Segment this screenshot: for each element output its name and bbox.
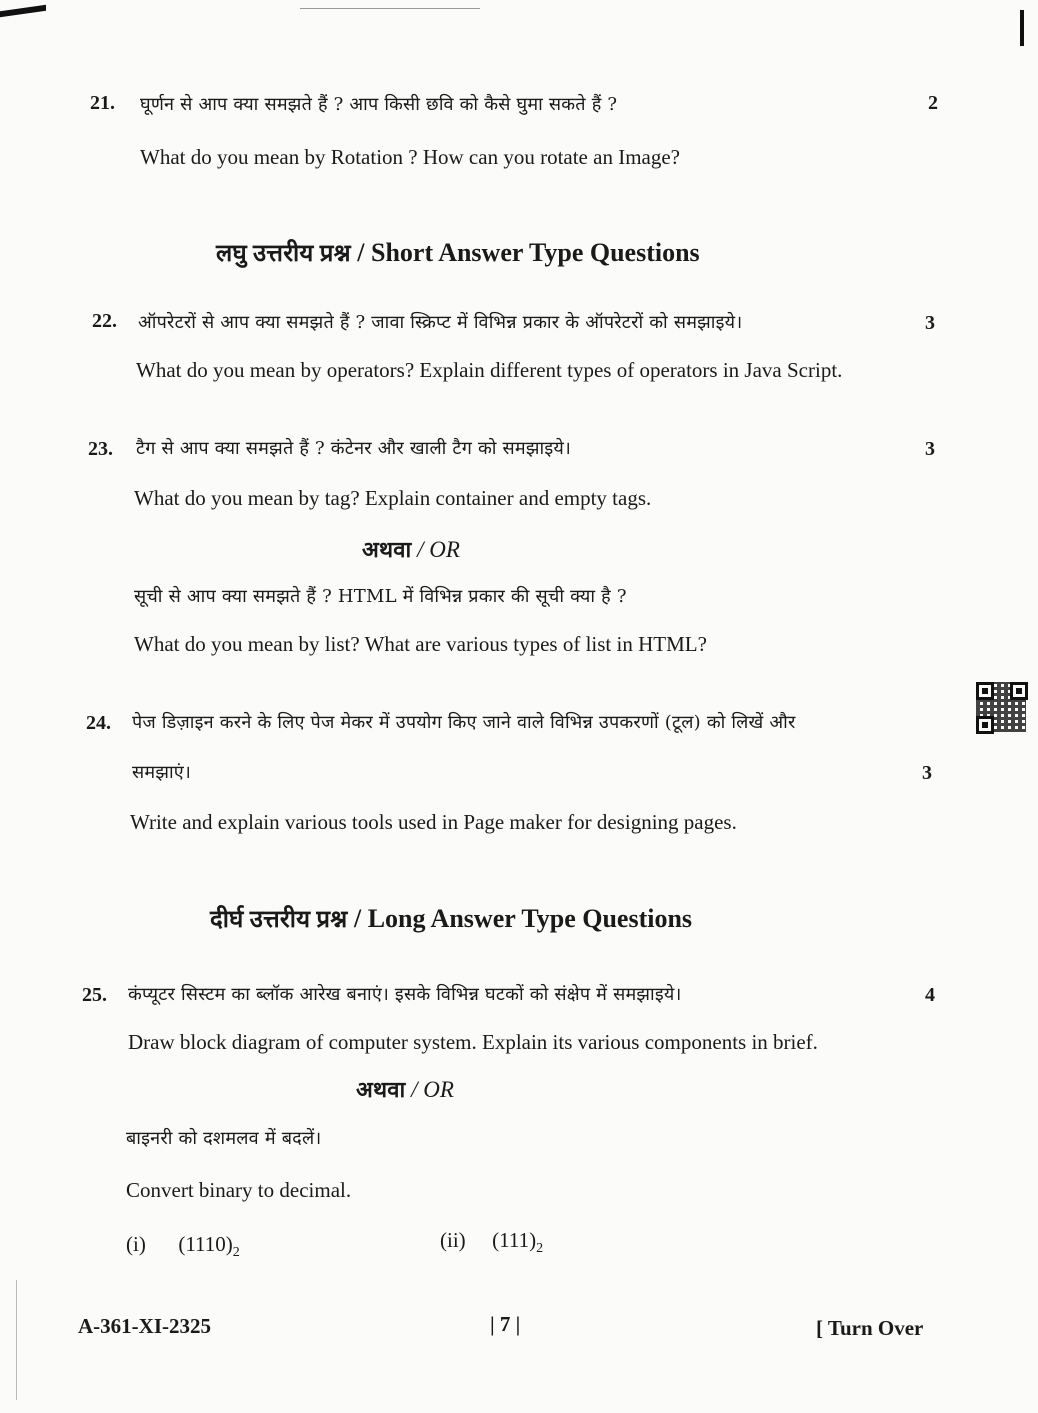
question-english-text: What do you mean by tag? Explain container and empty tags. [134,486,652,510]
question-number: 22. [92,310,117,332]
section-heading-short [216,236,700,269]
question-number: 23. [88,438,113,460]
question-hindi-text: ऑपरेटरों से आप क्या समझते हैं ? जावा स्क्रिप्ट में विभिन्न प्रकार के ऑपरेटरों को समझाइये। [138,312,743,333]
alternate-english-text: Convert binary to decimal. [126,1178,352,1202]
question-number: 24. [86,712,111,734]
or-hindi: अथवा [362,537,412,562]
alternate-english-text: What do you mean by list? What are various types of list in HTML? [134,632,707,656]
question-english-text: What do you mean by Rotation ? How can you rotate an Image? [140,145,680,169]
question-number: 21. [90,92,115,114]
scan-mark-top-line [300,8,480,9]
or-divider [362,534,460,564]
question-marks: 4 [925,984,935,1006]
turn-over-label: [ Turn Over [816,1316,924,1340]
scan-mark-top-left [0,5,46,17]
option-label: (ii) [440,1228,466,1252]
question-hindi-text: टैग से आप क्या समझते हैं ? कंटेनर और खाली टैग को समझाइये। [136,438,572,459]
qr-code [976,682,1028,734]
question-english-text: What do you mean by operators? Explain different types of operators in Java Script. [136,358,843,382]
question-marks: 3 [925,438,935,460]
question-marks: 3 [925,312,935,334]
question-english-text: Write and explain various tools used in Page maker for designing pages. [130,810,737,834]
page-number: | 7 | [490,1312,521,1336]
question-hindi-text-line1: पेज डिज़ाइन करने के लिए पेज मेकर में उपयोग किए जाने वाले विभिन्न उपकरणों (टूल) को लिखें और [132,712,796,733]
alternate-hindi-text: सूची से आप क्या समझते हैं ? HTML में विभिन्न प्रकार की सूची क्या है ? [134,586,627,607]
paper-code: A-361-XI-2325 [78,1314,211,1338]
question-hindi-text-line2: समझाएं। [132,762,191,783]
option-2 [440,1228,543,1257]
question-hindi-text: घूर्णन से आप क्या समझते हैं ? आप किसी छवि को कैसे घुमा सकते हैं ? [140,94,618,115]
question-marks: 3 [922,762,932,784]
option-value: (1110) [178,1232,233,1256]
question-number: 25. [82,984,107,1006]
question-marks: 2 [928,92,938,114]
or-divider [356,1074,454,1104]
option-base: 2 [232,1245,240,1261]
option-value: (111) [492,1228,537,1252]
section-heading-english: / Long Answer Type Questions [353,904,693,933]
option-base: 2 [536,1241,544,1257]
section-heading-long [210,902,692,935]
option-label: (i) [126,1232,146,1256]
option-1 [126,1232,240,1261]
scan-mark-top-right [1020,10,1024,46]
or-english: / OR [417,537,460,562]
section-heading-hindi: लघु उत्तरीय प्रश्न [216,241,351,267]
section-heading-english: / Short Answer Type Questions [357,238,700,267]
or-hindi: अथवा [356,1077,406,1102]
question-hindi-text: कंप्यूटर सिस्टम का ब्लॉक आरेख बनाएं। इसके विभिन्न घटकों को संक्षेप में समझाइये। [128,984,682,1005]
or-english: / OR [411,1077,454,1102]
section-heading-hindi: दीर्घ उत्तरीय प्रश्न [210,907,348,933]
alternate-hindi-text: बाइनरी को दशमलव में बदलें। [126,1128,322,1149]
scan-edge-line [16,1280,17,1400]
question-english-text: Draw block diagram of computer system. Explain its various components in brief. [128,1030,818,1054]
